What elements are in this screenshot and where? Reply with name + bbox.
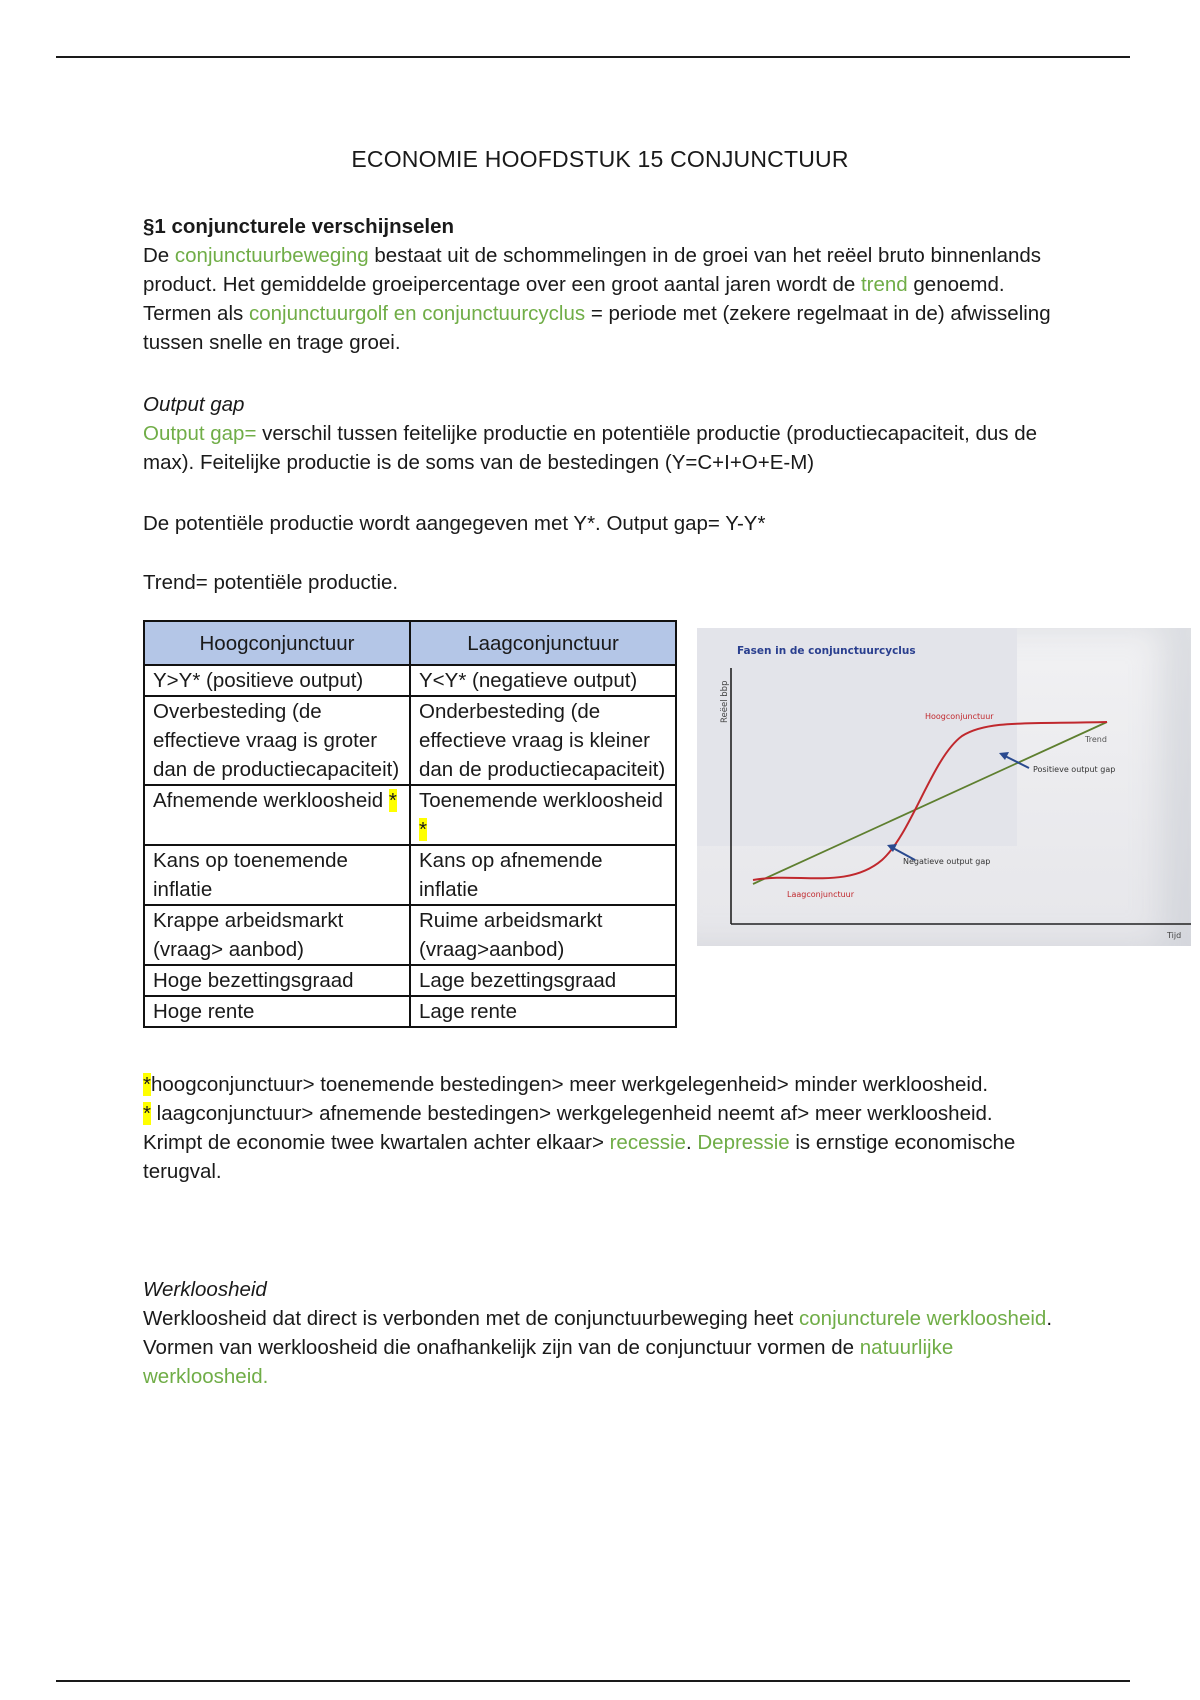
- text: genoemd. Termen als: [143, 273, 1005, 325]
- table-cell: Hoge bezettingsgraad: [144, 965, 410, 996]
- header-rule: [56, 56, 1130, 58]
- table-row: [144, 996, 676, 1027]
- term-natuurlijke-werkloosheid: natuurlijke werkloosheid.: [143, 1336, 954, 1388]
- table-row: [144, 785, 676, 845]
- table-header-laag: Laagconjunctuur: [410, 621, 676, 665]
- term-conjunctuurgolf: conjunctuurgolf en conjunctuurcyclus: [248, 302, 586, 325]
- table-cell: [144, 785, 410, 845]
- term-trend: trend: [860, 273, 908, 296]
- text: .: [1046, 1307, 1053, 1330]
- table-cell: Ruime arbeidsmarkt (vraag>aanbod): [410, 905, 676, 965]
- table-cell: Krappe arbeidsmarkt (vraag> aanbod): [144, 905, 410, 965]
- table-header-hoog: Hoogconjunctuur: [144, 621, 410, 665]
- footnote-star: *: [388, 789, 397, 812]
- table-cell: Overbesteding (de effectieve vraag is groter dan de productiecapaciteit): [144, 696, 410, 785]
- text: is ernstige economische terugval.: [143, 1131, 1016, 1183]
- text: Werkloosheid dat direct is verbonden met de conjunctuurbeweging heet: [143, 1307, 800, 1330]
- notes-block: [143, 1070, 1063, 1186]
- text: hoogconjunctuur> toenemende bestedingen> meer werkgelegenheid> minder werkloosheid.: [150, 1073, 989, 1096]
- table-cell: Y<Y* (negatieve output): [410, 665, 676, 696]
- document-title: ECONOMIE HOOFDSTUK 15 CONJUNCTUUR: [351, 146, 849, 172]
- text: Krimpt de economie twee kwartalen achter elkaar>: [143, 1131, 610, 1154]
- section1-heading: §1 conjuncturele verschijnselen: [143, 215, 455, 238]
- table-cell: Onderbesteding (de effectieve vraag is kleiner dan de productiecapaciteit): [410, 696, 676, 785]
- footnote-star: *: [143, 1073, 151, 1096]
- text: Vormen van werkloosheid die onafhankelijk zijn van de conjunctuur vormen de: [143, 1336, 860, 1359]
- table-header-row: [144, 621, 676, 665]
- paragraph-potentiele-productie: De potentiële productie wordt aangegeven met Y*. Output gap= Y-Y*: [143, 512, 766, 535]
- text: bestaat uit de schommelingen in de groei van het reëel bruto binnenlands product. Het gemiddelde groeipercentage over een groot aantal jaren wordt de: [143, 244, 1042, 296]
- label-hoogconjunctuur: Hoogconjunctuur: [925, 712, 994, 721]
- label-positieve-output-gap: Positieve output gap: [1033, 765, 1116, 774]
- paragraph-natuurlijke-werkloosheid: [143, 1333, 1063, 1391]
- output-gap-block: [143, 390, 1063, 477]
- table-row: [144, 845, 676, 905]
- conjunctuurcyclus-diagram: [697, 628, 1191, 946]
- label-laagconjunctuur: Laagconjunctuur: [787, 890, 855, 899]
- text: verschil tussen feitelijke productie en potentiële productie (productiecapaciteit, dus de max). Feitelijke productie is de soms van de bestedingen (Y=C+I+O+E-M): [143, 422, 1038, 474]
- table-cell: [410, 785, 676, 845]
- diagram-xlabel: Tijd: [1167, 931, 1182, 940]
- photo-panel: [697, 628, 1017, 846]
- werkloosheid-block: [143, 1275, 1063, 1391]
- term-recessie: recessie: [609, 1131, 686, 1154]
- note-laagconjunctuur: [143, 1099, 1063, 1128]
- text: .: [685, 1131, 698, 1154]
- table-cell: Lage bezettingsgraad: [410, 965, 676, 996]
- table-cell: Kans op afnemende inflatie: [410, 845, 676, 905]
- table-cell: Y>Y* (positieve output): [144, 665, 410, 696]
- term-depressie: Depressie: [697, 1131, 790, 1154]
- footer-rule: [56, 1680, 1130, 1682]
- table-row: [144, 905, 676, 965]
- term-conjunctuurbeweging: conjunctuurbeweging: [174, 244, 369, 267]
- diagram-title: Fasen in de conjunctuurcyclus: [737, 645, 916, 657]
- diagram-ylabel: Reëel bbp: [720, 680, 730, 723]
- footnote-star: *: [419, 818, 427, 841]
- footnote-star: *: [143, 1102, 151, 1125]
- paragraph-conjuncturele-werkloosheid: [143, 1304, 1063, 1333]
- arrow-head: [887, 844, 897, 852]
- table-cell: Hoge rente: [144, 996, 410, 1027]
- table-cell: Kans op toenemende inflatie: [144, 845, 410, 905]
- note-hoogconjunctuur: [143, 1070, 1063, 1099]
- text: = periode met (zekere regelmaat in de) afwisseling tussen snelle en trage groei.: [143, 302, 1051, 354]
- conjunctuur-table: [143, 620, 677, 1028]
- conjunctuurcyclus-photo: [697, 628, 1191, 946]
- table-row: [144, 965, 676, 996]
- term-output-gap: Output gap=: [143, 422, 257, 445]
- note-recessie: [143, 1128, 1063, 1186]
- text: De: [143, 244, 175, 267]
- paragraph-trend: Trend= potentiële productie.: [143, 571, 399, 594]
- table-row: [144, 696, 676, 785]
- table-row: [144, 665, 676, 696]
- paragraph-conjunctuurbeweging: [143, 241, 1063, 357]
- text: laagconjunctuur> afnemende bestedingen> werkgelegenheid neemt af> meer werkloosheid.: [150, 1102, 993, 1125]
- label-negatieve-output-gap: Negatieve output gap: [903, 857, 991, 866]
- cell-text: Afnemende werkloosheid: [153, 789, 384, 812]
- werkloosheid-heading: Werkloosheid: [143, 1278, 267, 1301]
- output-gap-heading: Output gap: [143, 393, 245, 416]
- label-trend: Trend: [1085, 735, 1107, 744]
- cell-text: Toenemende werkloosheid: [419, 789, 663, 812]
- table-cell: Lage rente: [410, 996, 676, 1027]
- term-conjuncturele-werkloosheid: conjuncturele werkloosheid: [799, 1307, 1047, 1330]
- section1-block: [143, 212, 1063, 357]
- paragraph-output-gap: [143, 419, 1063, 477]
